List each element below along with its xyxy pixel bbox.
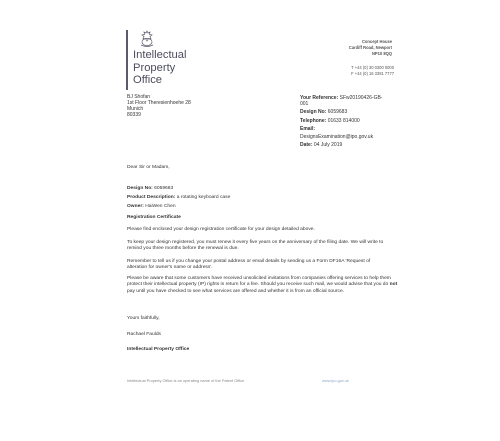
telephone-label: Telephone: [300,117,327,124]
letter-design-no-label: Design No: [127,186,153,191]
signatory-organisation: Intellectual Property Office [127,347,190,352]
product-description-row [127,195,399,201]
office-contact-numbers [310,65,394,77]
logo-wordmark [133,49,187,87]
telephone-row [300,117,410,125]
recipient-line-1: 1st Floor Theresienhoehe 28 [127,100,191,107]
ipo-logo [126,30,196,92]
office-name: Concept House [361,39,392,44]
salutation: Dear Sir or Madam, [127,165,170,170]
recipient-name: BJ Shofan [127,94,151,100]
date-label: Date: [300,142,313,149]
paragraph-change-details-line-2: alteration for owner's name or address'. [127,265,213,271]
design-no-value: 6059683 [327,109,348,116]
email-label: Email: [300,125,316,132]
date-row [300,141,410,149]
logo-line-1: Intellectual [133,49,187,61]
logo-line-2: Property [133,61,176,74]
paragraph-renewal: To keep your design registered, you must renew it every five years on the anniversary of the filing date. We will write to remind you three months before the renewal is due. [127,240,384,252]
letter-design-no-value: 6059683 [154,186,174,191]
reference-block [300,94,410,149]
office-street: Cardiff Road, Newport [348,45,392,50]
design-no-label: Design No: [300,109,327,116]
warning-text-part-2: pay until you have checked to see what services are offered and whether it is from an official source. [127,288,345,294]
logo-line-3: Office [133,74,163,87]
office-postcode: NP10 8QQ [371,51,392,56]
telephone-value: 01633 814000 [327,117,360,124]
office-telephone: T +44 (0) 30 0300 0000 [351,65,394,70]
footer-url-link[interactable]: www.ipo.gov.uk [322,378,349,383]
paragraph-enclosed: Please find enclosed your design registration certificate for your design detailed above. [127,227,315,232]
owner-value: HaiWen Chen [145,204,176,209]
recipient-address [127,94,191,118]
closing: Yours faithfully, [127,316,160,321]
office-fax: F +44 (0) 16 3381 7777 [351,71,394,76]
email-value[interactable]: DesignsExamination@ipo.gov.uk [300,134,374,141]
paragraph-unsolicited-warning [127,276,399,295]
product-description-value: a rotating keyboard case [176,195,231,200]
paragraph-change-details [127,259,399,272]
your-reference-value: SFw20190426-GB- [339,95,383,101]
letter-design-no-row [127,186,399,192]
owner-row [127,204,399,210]
registration-heading: Registration Certificate [127,215,181,220]
recipient-postcode: 80339 [127,112,141,119]
your-reference-label: Your Reference: [300,95,339,101]
paragraph-change-details-line-1: Remember to tell us if you change your postal address or email details by sending us a Form DF16A 'Request of [127,259,371,264]
footer-note: Intellectual Property Office is an operating name of the Patent Office [127,378,245,383]
warning-text-part-1: Please be aware that some customers have received unsolicited invitations from companies offering services to help them protect their intellectual property (IP) rights in return for a fee. Should you receive such mail, we would advise that you do [127,276,391,288]
royal-crest-icon [139,30,155,48]
date-value: 04 July 2019 [313,142,343,149]
design-no-row [300,108,410,116]
owner-label: Owner: [127,204,144,209]
office-address [320,39,392,57]
product-description-label: Product Description: [127,195,176,200]
recipient-city: Munich [127,106,144,113]
your-reference-value-cont: 001 [300,101,309,108]
logo-divider-bar [126,30,128,90]
warning-not-emphasis: not [389,282,398,288]
signatory-name: Rachael Faulds [127,332,161,337]
